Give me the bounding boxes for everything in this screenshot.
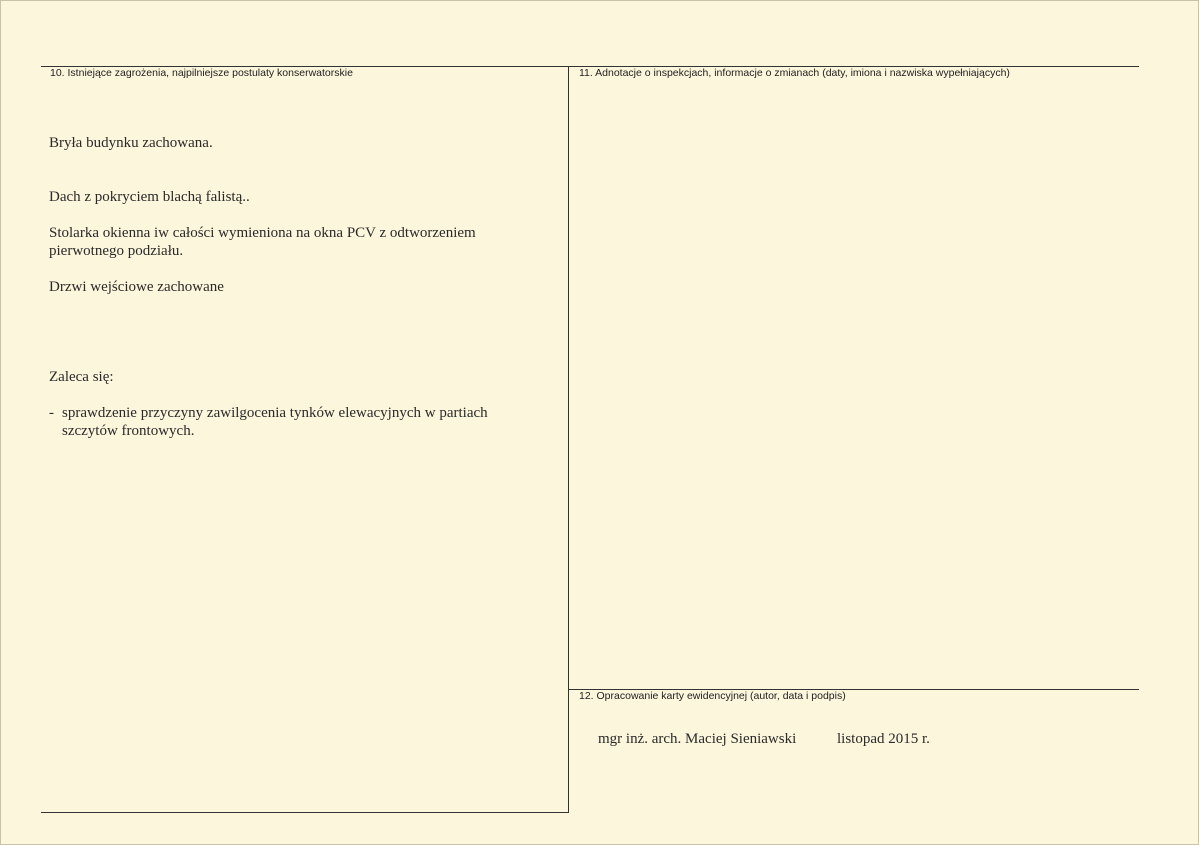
column-divider (568, 66, 569, 813)
section-10-bottom-rule (41, 812, 569, 813)
recommendation-item: sprawdzenie przyczyny zawilgocenia tynków elewacyjnych w partiach szczytów frontowych. (62, 405, 488, 439)
section-11-header: 11. Adnotacje o inspekcjach, informacje o zmianach (daty, imiona i nazwiska wypełniających) (579, 67, 1010, 79)
recommendation-heading: Zaleca się: (49, 369, 114, 385)
preparation-date: listopad 2015 r. (837, 731, 930, 747)
paragraph-roof: Dach z pokryciem blachą falistą.. (49, 189, 250, 205)
paragraph-building-form: Bryła budynku zachowana. (49, 135, 213, 151)
section-12-header: 12. Opracowanie karty ewidencyjnej (autor, data i podpis) (579, 690, 846, 702)
bullet-marker: - (49, 405, 54, 421)
section-10-header: 10. Istniejące zagrożenia, najpilniejsze postulaty konserwatorskie (50, 67, 353, 79)
paragraph-doors: Drzwi wejściowe zachowane (49, 279, 224, 295)
author-name: mgr inż. arch. Maciej Sieniawski (598, 731, 797, 747)
paragraph-windows: Stolarka okienna iw całości wymieniona na okna PCV z odtworzeniem pierwotnego podziału. (49, 225, 476, 259)
